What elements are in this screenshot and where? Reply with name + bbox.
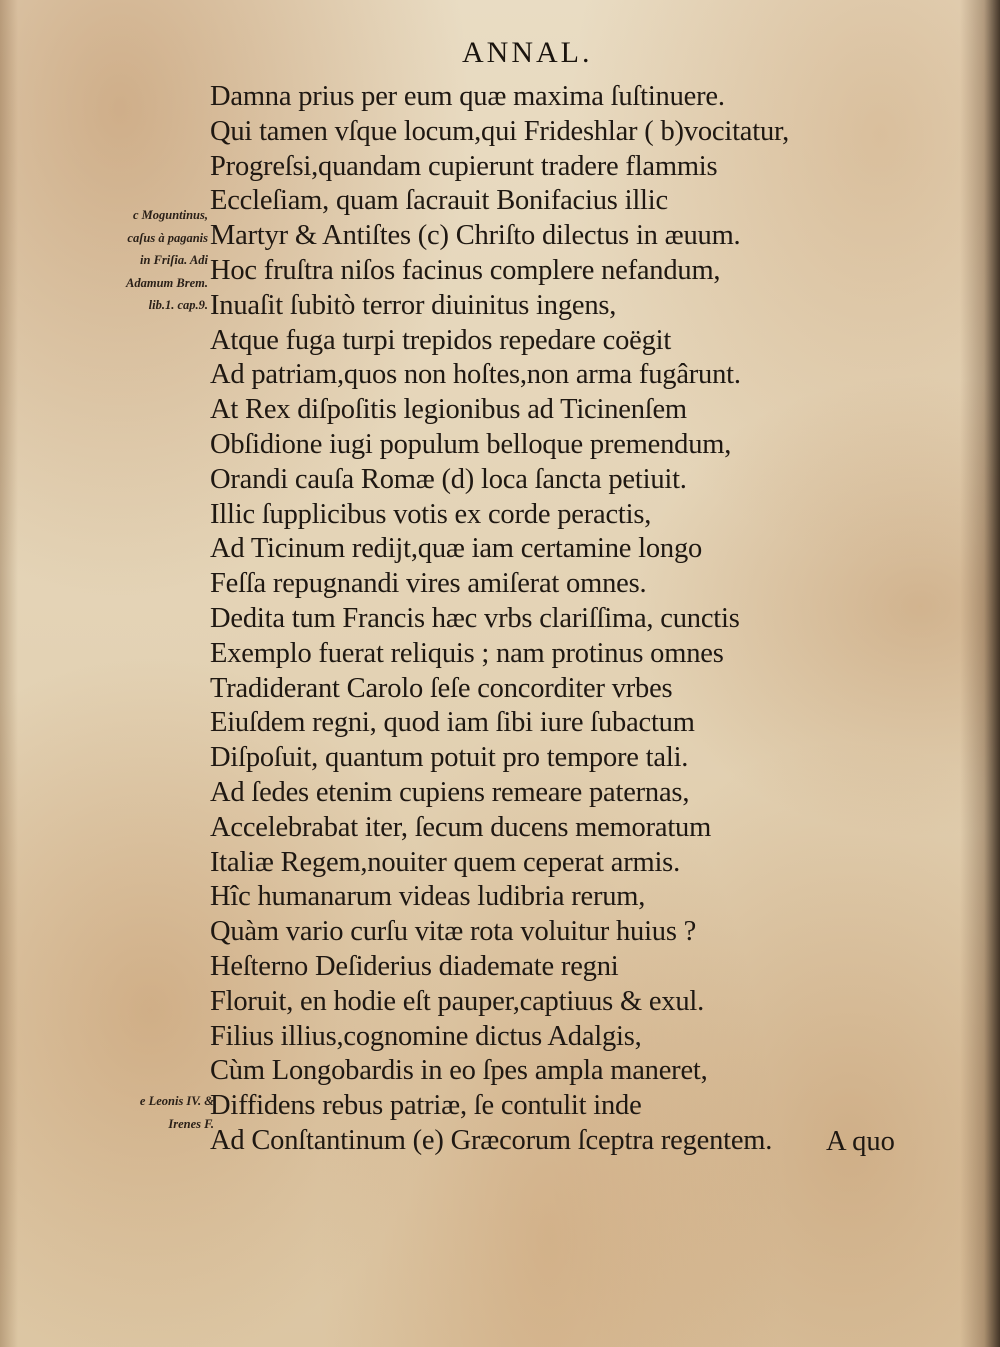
verse-line: Floruit, en hodie eſt pauper,captiuus & exul. [210, 985, 705, 1017]
margin-note-line: Adamum Brem. [126, 275, 208, 290]
verse-line: At Rex diſpoſitis legionibus ad Ticinenſem [210, 394, 687, 426]
verse-line: Atque fuga turpi trepidos repedare coëgit [210, 324, 672, 356]
margin-note-line: in Friſia. Adi [140, 253, 208, 267]
verse-line: Inuaſit ſubitò terror diuinitus ingens, [210, 289, 617, 321]
verse-line: Heſterno Deſiderius diademate regni [210, 950, 619, 982]
verse-line: Filius illius,cognomine dictus Adalgis, [210, 1020, 642, 1052]
verse-line: Qui tamen vſque locum,qui Frideshlar ( b)vocitatur, [210, 115, 790, 147]
verse-line: Obſidione iugi populum belloque premendum, [210, 428, 732, 460]
verse-line: Tradiderant Carolo ſeſe concorditer vrbes [210, 672, 673, 704]
margin-note-line: e Leonis IV. & [139, 1094, 214, 1108]
margin-note-e [54, 1090, 214, 1135]
verse-line: Ad ſedes etenim cupiens remeare paternas, [210, 776, 690, 808]
verse-line: Cùm Longobardis in eo ſpes ampla maneret, [210, 1055, 708, 1087]
running-head: ANNAL. [462, 36, 593, 69]
verse-line: Exemplo fuerat reliquis ; nam protinus omnes [210, 637, 724, 669]
margin-note-c [50, 204, 208, 317]
verse-line: Ad Conſtantinum (e) Græcorum ſceptra regentem. [210, 1124, 773, 1156]
verse-line: Eccleſiam, quam ſacrauit Bonifacius illic [210, 185, 668, 217]
verse-line: Diffidens rebus patriæ, ſe contulit inde [210, 1090, 642, 1122]
verse-line: Italiæ Regem,nouiter quem ceperat armis. [210, 846, 681, 878]
verse-line: Illic ſupplicibus votis ex corde peractis, [210, 498, 652, 530]
verse-line: Dedita tum Francis hæc vrbs clariſſima, cunctis [210, 602, 740, 634]
margin-note-line: caſus à paganis [127, 230, 208, 245]
page-gutter-shadow [0, 0, 18, 1347]
verse-block [210, 80, 930, 1159]
verse-line: Damna prius per eum quæ maxima ſuſtinuere. [210, 81, 725, 112]
verse-line: Hîc humanarum videas ludibria rerum, [210, 881, 646, 913]
verse-line: Eiuſdem regni, quod iam ſibi iure ſubactum [210, 707, 695, 739]
margin-note-line: lib.1. cap.9. [148, 298, 208, 312]
catchword: A quo [826, 1126, 895, 1157]
verse-line: Orandi cauſa Romæ (d) loca ſancta petiuit. [210, 463, 687, 495]
margin-note-line: c Moguntinus, [132, 208, 208, 222]
verse-line: Ad Ticinum redijt,quæ iam certamine longo [210, 533, 703, 565]
verse-line: Feſſa repugnandi vires amiſerat omnes. [210, 568, 647, 600]
page-edge-shadow [960, 0, 1000, 1347]
verse-line: Diſpoſuit, quantum potuit pro tempore tali. [210, 742, 689, 774]
verse-line: Progreſsi,quandam cupierunt tradere flammis [210, 150, 718, 182]
verse-line: Accelebrabat iter, ſecum ducens memoratum [210, 811, 712, 843]
verse-line: Hoc fruſtra niſos facinus complere nefandum, [210, 254, 721, 286]
margin-note-line: Irenes F. [168, 1116, 214, 1131]
verse-line: Ad patriam,quos non hoſtes,non arma fugârunt. [210, 359, 741, 391]
verse-line: Quàm vario curſu vitæ rota voluitur huius ? [210, 916, 697, 948]
verse-line: Martyr & Antiſtes (c) Chriſto dilectus in æuum. [210, 220, 741, 252]
